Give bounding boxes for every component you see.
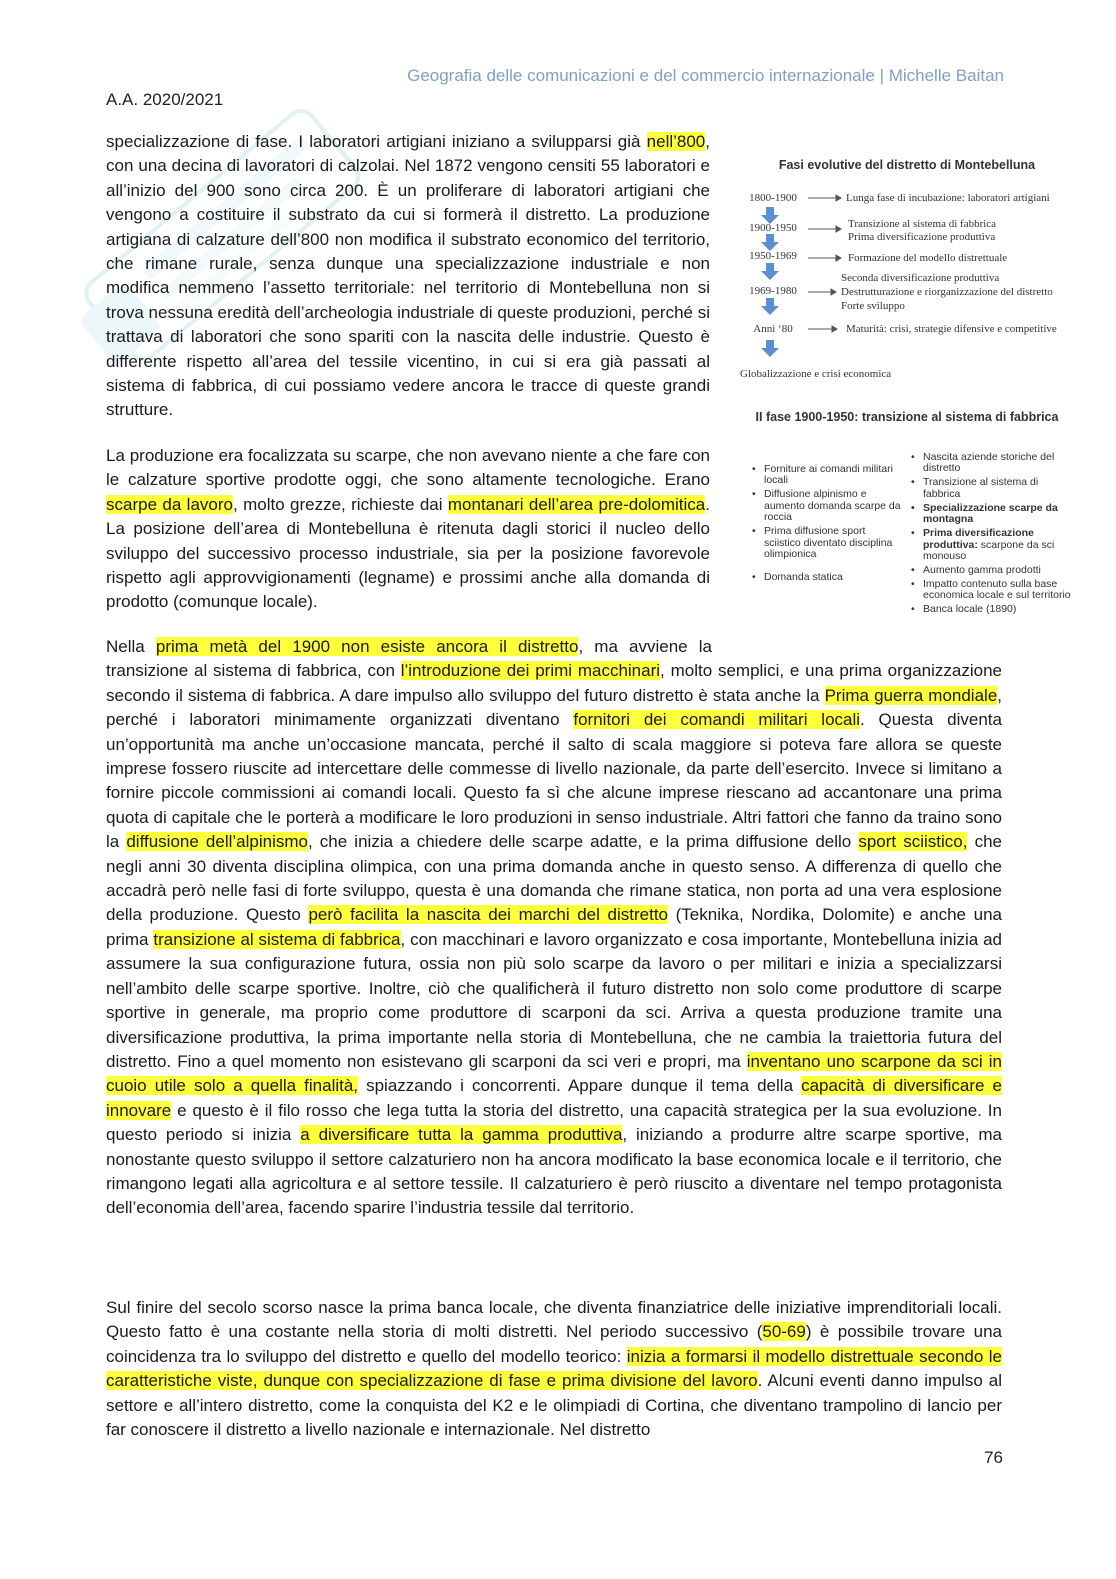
right-bullet-list xyxy=(911,452,1071,618)
list-item: • Domanda statica xyxy=(752,572,902,583)
paragraph-4: Sul finire del secolo scorso nasce la prima banca locale, che diventa finanziatrice delle iniziative imprenditoriali locali. Questo fatto è una costante nella storia di molti distretti. Nel periodo successivo (50-69) è possibile trovare una coincidenza tra lo sviluppo del distretto e quello del modello teorico: inizia a formarsi il modello distrettuale secondo le caratteristiche viste, dunque con specializzazione di fase e prima divisione del lavoro. Alcuni eventi danno impulso al settore e all’intero distretto, come la conquista del K2 e le olimpiadi di Cortina, che diventano trampolino di lancio per far conoscere il distretto a livello nazionale e internazionale. Nel distretto xyxy=(106,1298,1002,1440)
paragraph-1: specializzazione di fase. I laboratori artigiani iniziano a svilupparsi già nell’800, con una decina di lavoratori di calzolai. Nel 1872 vengono censiti 55 laboratori e all’inizio del 900 sono circa 200. È un proliferare di laboratori artigiani che vengono a costituire il substrato da cui si formerà il distretto. La produzione artigiana di calzature dell’800 non modifica il substrato economico del territorio, che rimane rurale, senza dunque una specializzazione industriale e non modifica nemmeno l’assetto territoriale: nel territorio di Montebelluna non si trova nessuna eredità dell’archeologia industriale di queste produzioni, perché si trattava di laboratori che sono spariti con la nascita delle industrie. Questo è differente rispetto all’area del tessile vicentino, in cui si era già passati al sistema di fabbrica, di cui possiamo vedere ancora le tracce di queste grandi strutture. xyxy=(106,132,710,420)
academic-year: A.A. 2020/2021 xyxy=(106,90,224,109)
float-spacer xyxy=(712,635,1002,655)
highlight: diffusione dell’alpinismo xyxy=(126,832,308,852)
highlight: montanari dell’area pre-dolomitica xyxy=(447,494,706,514)
paragraph-2: La produzione era focalizzata su scarpe, che non avevano niente a che fare con le calzature sportive prodotte oggi, che sono altamente tecnologiche. Erano scarpe da lavoro, molto grezze, richieste dai montanari dell’area pre-dolomitica. La posizione dell’area di Montebelluna è ritenuta dagli storici il nucleo dello sviluppo del successivo processo industriale, sia per la posizione favorevole rispetto agli approvvigionamenti (legname) e prossimi anche alla domanda di prodotto (comunque locale). xyxy=(106,446,710,612)
list-item: • Transizione al sistema di fabbrica xyxy=(911,477,1071,500)
list-item: • Banca locale (1890) xyxy=(911,604,1071,615)
list-item: • Prima diversificazione produttiva: scarpone da sci monouso xyxy=(911,528,1071,562)
paragraph-3: Nella prima metà del 1900 non esiste ancora il distretto, ma avviene la transizione al sistema di fabbrica, con l’introduzione dei primi macchinari, molto semplici, e una prima organizzazione secondo il sistema di fabbrica. A dare impulso allo sviluppo del futuro distretto è stata anche la Prima guerra mondiale, perché i laboratori minimamente organizzati diventano fornitori dei comandi militari locali. Questa diventa un’opportunità ma anche un’occasione mancata, perché il salto di scala maggiore si poteva fare allora se queste imprese fossero riuscite ad intercettare delle commesse di livello nazionale, da parte dell’esercito. Invece si limitano a fornire piccole commissioni ai comandi locali. Questo fa sì che alcune imprese riescano ad accantonare una prima quota di capitale che le porterà a modificare le loro produzioni in senso industriale. Altri fattori che fanno da traino sono la diffusione dell’alpinismo, che inizia a chiedere delle scarpe adatte, e la prima diffusione dello sport sciistico, che negli anni 30 diventa disciplina olimpica, con una prima domanda anche in questo senso. A differenza di quello che accadrà però nelle fasi di forte sviluppo, questa è una domanda che rimane statica, non porta ad una vera esplosione della produzione. Questo però facilita la nascita dei marchi del distretto (Teknika, Nordika, Dolomite) e anche una prima transizione al sistema di fabbrica, con macchinari e lavoro organizzato e cosa importante, Montebelluna inizia ad assumere la sua configurazione futura, ossia non più solo scarpe da lavoro o per militari e inizia a specializzarsi nell’ambito delle scarpe sportive. Inoltre, ciò che qualificherà il futuro distretto non solo come produttore di scarpe sportive in generale, ma proprio come produttore di scarponi da sci. Arriva a questa produzione tramite una diversificazione produttiva, la prima importante nella storia di Montebelluna, che ne cambia la traiettoria futura del distretto. Fino a quel momento non esistevano gli scarponi da sci veri e propri, ma inventano uno scarpone da sci in cuoio utile solo a quella finalità, spiazzando i concorrenti. Appare dunque il tema della capacità di diversificare e innovare e questo è il filo rosso che lega tutta la storia del distretto, una capacità strategica per la sua evoluzione. In questo periodo si inizia a diversificare tutta la gamma produttiva, iniziando a produrre altre scarpe sportive, ma nonostante questo sviluppo il settore calzaturiero non ha ancora modificato la base economica locale e il territorio, che rimangono legati alla agricoltura e al settore tessile. Il calzaturiero è però riuscito a diventare nel tempo protagonista dell’economia dell’area, facendo sparire l’industria tessile dal territorio. xyxy=(106,637,1003,1218)
phase-description: Maturità: crisi, strategie difensive e competitive xyxy=(846,323,1057,335)
phase-year: 1800-1900 xyxy=(749,192,797,204)
highlight: capacità di diversificare e innovare xyxy=(106,1076,1002,1120)
phase-description: Lunga fase di incubazione: laboratori artigiani xyxy=(846,192,1050,204)
phase-description: Formazione del modello distrettuale xyxy=(848,252,1008,264)
figure-phases-diagram xyxy=(736,150,1078,390)
list-item: • Diffusione alpinismo e aumento domanda scarpe da roccia xyxy=(752,489,902,523)
figure-title: II fase 1900-1950: transizione al sistema di fabbrica xyxy=(755,410,1059,424)
phase-year: Anni ‘80 xyxy=(753,323,793,335)
phase-year: 1969-1980 xyxy=(749,285,797,297)
highlight: sport sciistico, xyxy=(858,832,968,852)
phase-description: Transizione al sistema di fabbrica xyxy=(848,218,997,230)
list-item: • Aumento gamma prodotti xyxy=(911,565,1071,576)
down-arrow-icon xyxy=(761,263,779,280)
highlight: l’introduzione dei primi macchinari xyxy=(400,661,661,681)
phase-description: Destrutturazione e riorganizzazione del distretto xyxy=(841,286,1053,298)
down-arrow-icon xyxy=(761,234,779,251)
highlight: inizia a formarsi il modello distrettuale secondo le caratteristiche viste, dunque con specializzazione di fase e prima divisione del lavoro xyxy=(106,1346,1002,1391)
phase-description: Prima diversificazione produttiva xyxy=(848,231,996,243)
highlight: inventano uno scarpone da sci in cuoio utile solo a quella finalità, xyxy=(106,1051,1002,1096)
document-header-title: Geografia delle comunicazioni e del commercio internazionale | Michelle Baitan xyxy=(407,66,1004,85)
down-arrow-icon xyxy=(761,340,779,357)
page-number: 76 xyxy=(984,1448,1003,1467)
highlight: nell’800 xyxy=(646,132,706,151)
figure-title: Fasi evolutive del distretto di Montebelluna xyxy=(778,158,1036,172)
phase-description: Forte sviluppo xyxy=(841,300,905,312)
phase-year: 1950-1969 xyxy=(749,250,797,262)
highlight: Prima guerra mondiale xyxy=(824,685,998,705)
list-item: • Impatto contenuto sulla base economica locale e sul territorio xyxy=(911,579,1071,602)
left-bullet-list xyxy=(752,464,902,586)
highlight: transizione al sistema di fabbrica xyxy=(153,929,401,949)
phase-year: 1900-1950 xyxy=(749,222,797,234)
phase-description: Seconda diversificazione produttiva xyxy=(841,272,1000,284)
figure-phase-two xyxy=(736,408,1078,636)
highlight: fornitori dei comandi militari locali xyxy=(573,710,861,730)
list-item: • Forniture ai comandi militari locali xyxy=(752,464,902,487)
highlight: a diversificare tutta la gamma produttiva xyxy=(300,1125,623,1145)
highlight: prima metà del 1900 non esiste ancora il distretto xyxy=(155,637,579,656)
list-item: • Specializzazione scarpe da montagna xyxy=(911,503,1071,526)
highlight: 50-69 xyxy=(762,1322,806,1342)
phase-footer: Globalizzazione e crisi economica xyxy=(740,368,892,380)
list-item: • Nascita aziende storiche del distretto xyxy=(911,452,1071,475)
highlight: scarpe da lavoro xyxy=(106,494,233,514)
highlight: però facilita la nascita dei marchi del distretto xyxy=(308,905,669,925)
list-item: • Prima diffusione sport sciistico diventato disciplina olimpionica xyxy=(752,526,902,560)
phase-arrows xyxy=(736,150,1078,390)
down-arrow-icon xyxy=(761,298,779,315)
